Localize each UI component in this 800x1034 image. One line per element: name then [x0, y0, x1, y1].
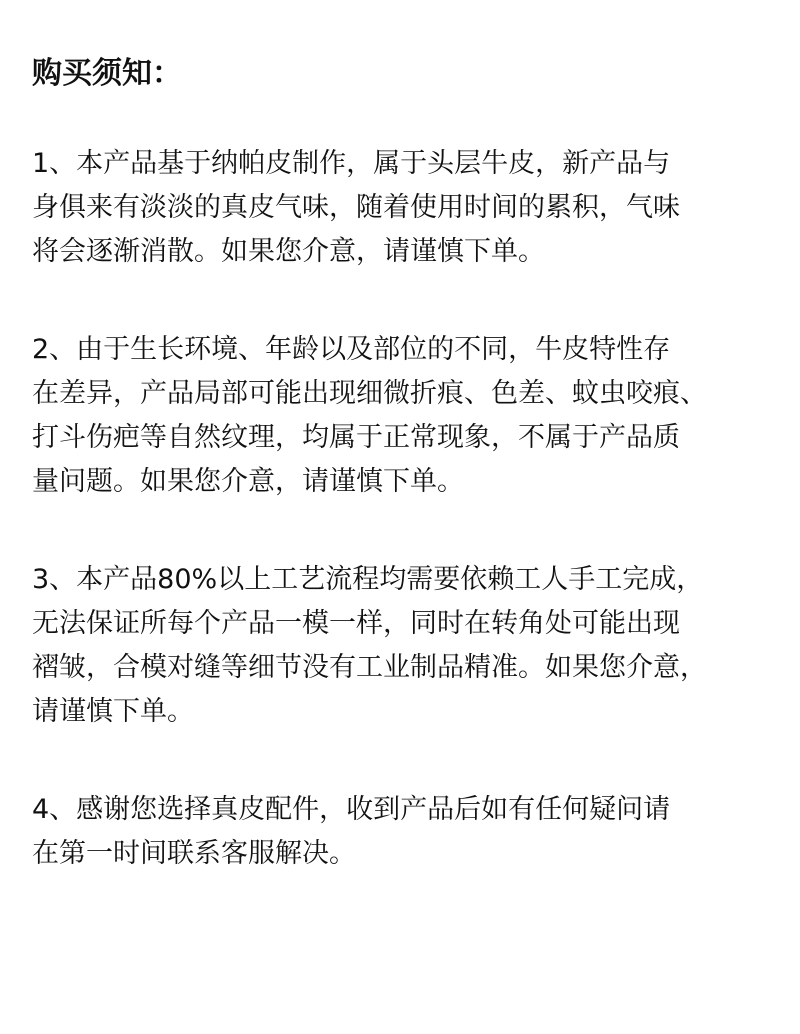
notice-3-line-3: 褶皱，合模对缝等细节没有工业制品精准。如果您介意， — [32, 652, 707, 683]
notice-1-line-1: 1、本产品基于纳帕皮制作，属于头层牛皮，新产品与 — [32, 148, 671, 179]
notice-2-line-2: 在差异，产品局部可能出现细微折痕、色差、蚊虫咬痕、 — [32, 378, 707, 409]
notice-3-line-2: 无法保证所每个产品一模一样，同时在转角处可能出现 — [32, 608, 680, 639]
notice-item-2 — [32, 328, 770, 504]
page-title: 购买须知： — [32, 56, 182, 91]
notice-2-line-3: 打斗伤疤等自然纹理，均属于正常现象，不属于产品质 — [32, 422, 680, 453]
notice-item-1 — [32, 142, 770, 274]
notice-4-line-2: 在第一时间联系客服解决。 — [32, 838, 356, 869]
notice-2-line-4: 量问题。如果您介意，请谨慎下单。 — [32, 466, 464, 497]
notice-item-4 — [32, 788, 770, 876]
notice-3-line-1: 3、本产品80%以上工艺流程均需要依赖工人手工完成， — [32, 564, 704, 595]
notice-1-line-3: 将会逐渐消散。如果您介意，请谨慎下单。 — [32, 236, 545, 267]
notice-item-3 — [32, 558, 770, 734]
notice-list — [32, 142, 770, 876]
notice-3-line-4: 请谨慎下单。 — [32, 696, 194, 727]
notice-4-line-1: 4、感谢您选择真皮配件，收到产品后如有任何疑问请 — [32, 794, 671, 825]
notice-2-line-1: 2、由于生长环境、年龄以及部位的不同，牛皮特性存 — [32, 334, 671, 365]
notice-1-line-2: 身俱来有淡淡的真皮气味，随着使用时间的累积，气味 — [32, 192, 680, 223]
